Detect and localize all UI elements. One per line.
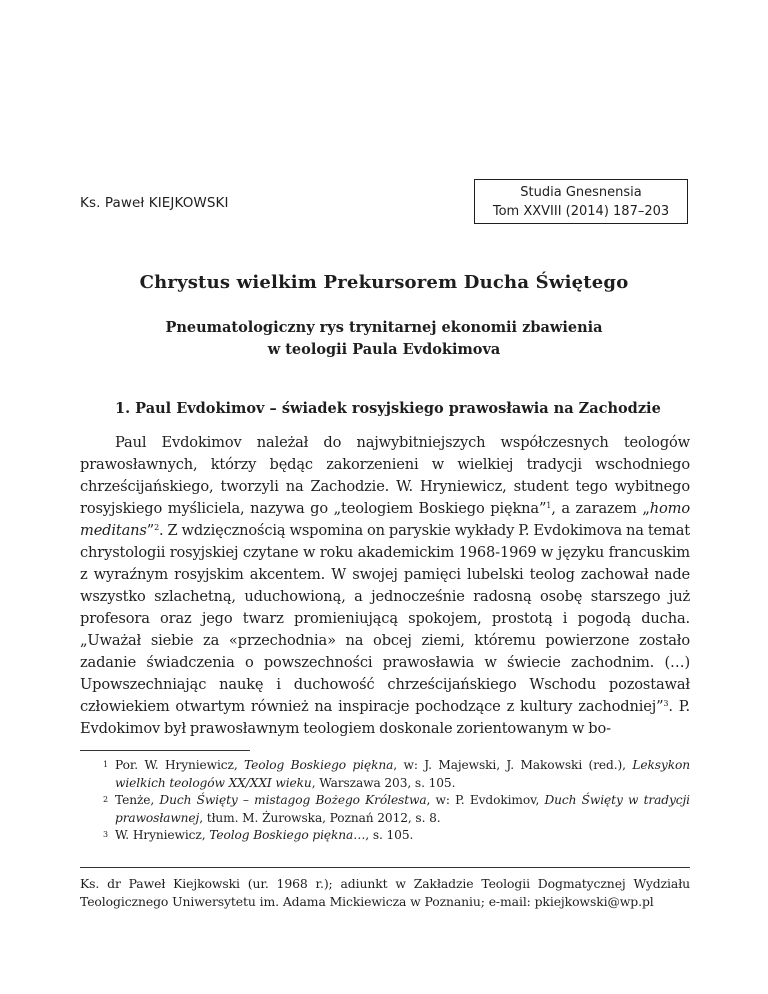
footnote — [80, 827, 690, 845]
article-title: Chrystus wielkim Prekursorem Ducha Świętego — [139, 272, 629, 293]
article-subtitle — [0, 317, 768, 361]
author-bio: Ks. dr Paweł Kiejkowski (ur. 1968 r.); adiunkt w Zakładzie Teologii Dogmatycznej Wydziału Teologicznego Uniwersytetu im. Adama Mickiewicza w Poznaniu; e-mail: pkiejkowski@wp.pl — [80, 876, 690, 909]
subtitle-line-1: Pneumatologiczny rys trynitarnej ekonomii zbawienia — [165, 319, 603, 336]
footnote-ref: 1 — [546, 501, 552, 510]
italic-phrase: homo meditans — [80, 500, 690, 539]
footnote-italic: Teolog Boskiego piękna… — [209, 828, 366, 842]
footnote-ref: 2 — [154, 523, 160, 532]
footnote-text: , w: J. Majewski, J. Makowski (red.), — [393, 758, 633, 772]
footnote — [80, 792, 690, 827]
footnote-text: Por. W. Hryniewicz, — [115, 758, 245, 772]
footnote-number: 1 — [103, 760, 108, 769]
footnote-text: , w: P. Evdokimov, — [426, 793, 545, 807]
body-text-span: Paul Evdokimov należał do najwybitniejszych współczesnych teologów prawosławnych, którzy będąc zakorzenieni w wielkiej tradycji wschodniego chrześcijańskiego, tworzyli na Zachodzie. W. Hryniewicz, student tego wybitnego rosyjskiego myśliciela, nazywa go „teologiem Boskiego piękna” — [80, 434, 690, 517]
footnote-italic: Leksykon wielkich teologów XX/XXI wieku — [115, 758, 690, 790]
author-name: Ks. Paweł KIEJKOWSKI — [80, 195, 229, 211]
journal-volume: Tom XXVIII (2014) 187–203 — [492, 204, 670, 219]
body-text-span: , a zarazem „ — [551, 500, 650, 517]
footnote-number: 2 — [103, 795, 108, 804]
body-text-span: . Z wdzięcznością wspomina on paryskie wykłady P. Evdokimova na temat chrystologii rosyjskiej czytane w roku akademickim 1968-1969 w języku francuskim z wyraźnym rosyjskim akcentem. W swojej pamięci lubelski teolog zachował nade wszystko szlachetną, uduchowioną, a jednocześnie radosną osobę starszego już profesora oraz jego twarz promieniującą spokojem, prostotą i pogodą ducha. „Uważał siebie za «przechodnia» na obcej ziemi, któremu powierzone zostało zadanie świadczenia o powszechności prawosławia w świecie zachodnim. (…) Upowszechniając naukę i duchowość chrześcijańskiego Wschodu pozostawał człowiekiem otwartym również na inspiracje pochodzące z kultury zachodniej” — [80, 522, 690, 715]
journal-citation-box — [474, 179, 688, 224]
subtitle-line-2: w teologii Paula Evdokimova — [267, 341, 501, 358]
section-heading: 1. Paul Evdokimov – świadek rosyjskiego prawosławia na Zachodzie — [115, 400, 661, 417]
footnote-italic: Duch Święty – mistagog Bożego Królestwa — [159, 793, 427, 807]
footnote-ref: 3 — [663, 699, 669, 708]
footnote-italic: Duch Święty w tradycji prawosławnej — [115, 793, 690, 825]
footnote-text: Tenże, — [115, 793, 160, 807]
footnote-italic: Teolog Boskiego piękna — [244, 758, 394, 772]
body-text-span: ” — [146, 522, 155, 539]
body-text — [80, 432, 690, 740]
journal-name: Studia Gnesnensia — [520, 185, 642, 200]
footnote-text: , s. 105. — [365, 828, 414, 842]
footnotes — [80, 757, 690, 845]
footnote — [80, 757, 690, 792]
footnote-number: 3 — [103, 830, 108, 839]
paragraph — [80, 432, 690, 740]
body-text-span: . P. Evdokimov był prawosławnym teologiem doskonale zorientowanym w bo- — [80, 698, 690, 737]
footnote-text: W. Hryniewicz, — [115, 828, 210, 842]
footnote-text: , Warszawa 203, s. 105. — [311, 775, 456, 790]
bio-divider — [80, 867, 690, 868]
footnote-text: , tłum. M. Żurowska, Poznań 2012, s. 8. — [199, 810, 441, 825]
footnote-divider — [80, 750, 250, 751]
